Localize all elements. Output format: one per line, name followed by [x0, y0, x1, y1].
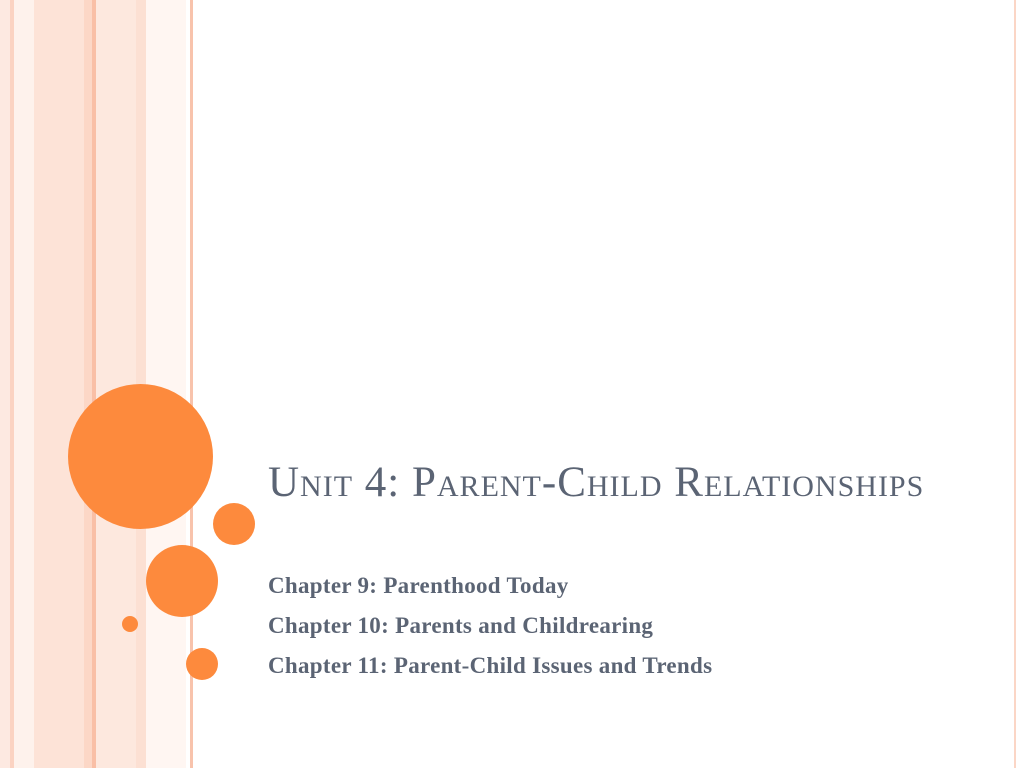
- decor-stripe: [84, 0, 92, 768]
- decor-circle-large: [68, 384, 213, 529]
- decor-circle-medium: [146, 545, 218, 617]
- decor-stripe: [0, 0, 10, 768]
- decor-right-border: [1014, 0, 1016, 768]
- decor-stripe: [14, 0, 34, 768]
- decor-stripe: [34, 0, 84, 768]
- slide-title: Unit 4: Parent-Child Relationships: [268, 459, 925, 506]
- decor-circle-small: [186, 648, 218, 680]
- chapter-item: Chapter 11: Parent-Child Issues and Trends: [268, 653, 713, 678]
- chapter-list: [268, 566, 988, 686]
- decor-circle-small: [213, 503, 255, 545]
- decor-circle-tiny: [122, 616, 138, 632]
- chapter-item: Chapter 10: Parents and Childrearing: [268, 613, 654, 638]
- chapter-item: Chapter 9: Parenthood Today: [268, 573, 569, 598]
